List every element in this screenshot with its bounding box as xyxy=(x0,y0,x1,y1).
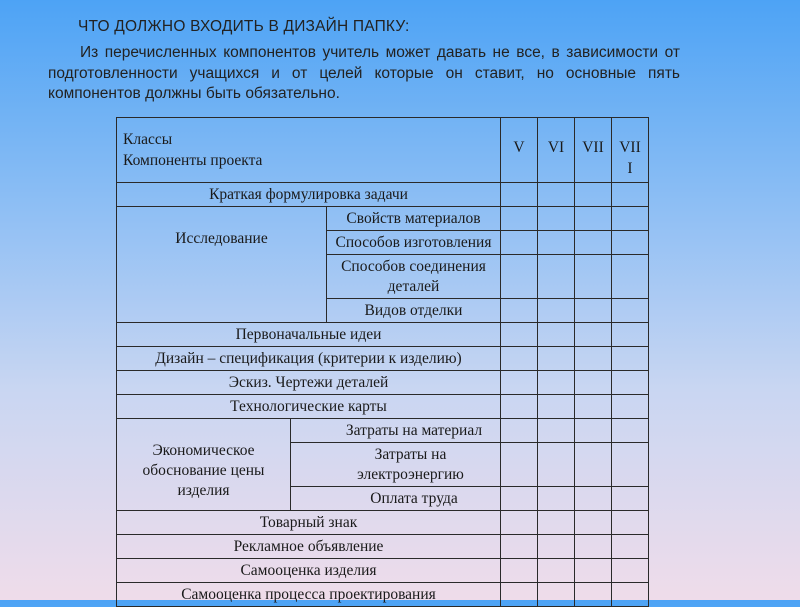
grade-cell xyxy=(575,395,612,419)
table-row xyxy=(117,395,649,419)
grade-cell xyxy=(538,511,575,535)
grade-cell xyxy=(575,231,612,255)
grade-cell xyxy=(575,559,612,583)
grade-cell xyxy=(612,395,649,419)
grade-cell xyxy=(612,255,649,299)
grade-cell xyxy=(501,231,538,255)
intro-paragraph: Из перечисленных компонентов учитель может давать не все, в зависимости от подготовленности учащихся и от целей которые он ставит, но основные пять компонентов должны быть обязательно. xyxy=(48,44,680,102)
trademark-cell: Товарный знак xyxy=(117,511,501,535)
grade-cell xyxy=(575,419,612,443)
tech-maps-cell: Технологические карты xyxy=(117,395,501,419)
initial-ideas-cell: Первоначальные идеи xyxy=(117,323,501,347)
grade-cell xyxy=(612,347,649,371)
advert-cell: Рекламное объявление xyxy=(117,535,501,559)
slide-heading: ЧТО ДОЛЖНО ВХОДИТЬ В ДИЗАЙН ПАПКУ: xyxy=(78,18,410,35)
table-row xyxy=(117,207,649,231)
grade-cell xyxy=(538,443,575,487)
project-components-table xyxy=(116,117,649,607)
self-process-cell: Самооценка процесса проектирования xyxy=(117,583,501,607)
grade-cell xyxy=(612,559,649,583)
table-row xyxy=(117,583,649,607)
research-sub-cell: Способов изготовления xyxy=(327,231,501,255)
grade-cell xyxy=(538,323,575,347)
grade-cell xyxy=(575,371,612,395)
grade-cell xyxy=(575,347,612,371)
grade-cell xyxy=(538,395,575,419)
grade-cell xyxy=(501,511,538,535)
table-row xyxy=(117,347,649,371)
grade-5-header: V xyxy=(501,118,538,183)
grade-cell xyxy=(612,511,649,535)
grade-cell xyxy=(612,419,649,443)
grade-cell xyxy=(501,323,538,347)
grade-cell xyxy=(612,299,649,323)
grade-cell xyxy=(501,255,538,299)
task-cell: Краткая формулировка задачи xyxy=(117,183,501,207)
grade-8-header: VII I xyxy=(612,118,649,183)
grade-cell xyxy=(612,183,649,207)
grade-cell xyxy=(538,299,575,323)
grade-cell xyxy=(538,583,575,607)
table-header-row xyxy=(117,118,649,183)
grade-cell xyxy=(501,487,538,511)
grade-cell xyxy=(501,535,538,559)
grade-cell xyxy=(501,299,538,323)
table-row xyxy=(117,559,649,583)
table-row xyxy=(117,419,649,443)
grade-cell xyxy=(612,443,649,487)
grade-cell xyxy=(538,231,575,255)
grade-cell xyxy=(612,371,649,395)
grade-cell xyxy=(575,207,612,231)
grade-cell xyxy=(538,255,575,299)
header-classes-label: Классы xyxy=(123,131,173,148)
grade-cell xyxy=(501,583,538,607)
research-sub-cell: Видов отделки xyxy=(327,299,501,323)
design-spec-cell: Дизайн – спецификация (критерии к изделию) xyxy=(117,347,501,371)
table-row xyxy=(117,323,649,347)
grade-cell xyxy=(538,371,575,395)
grade-cell xyxy=(612,535,649,559)
grade-cell xyxy=(538,419,575,443)
grade-cell xyxy=(575,443,612,487)
economic-cell: Экономическое обоснование цены изделия xyxy=(117,419,291,511)
grade-cell xyxy=(538,487,575,511)
table-row xyxy=(117,535,649,559)
grade-cell xyxy=(612,323,649,347)
header-components-label: Компоненты проекта xyxy=(123,152,263,169)
grade-cell xyxy=(575,299,612,323)
research-sub-cell: Свойств материалов xyxy=(327,207,501,231)
grade-cell xyxy=(612,487,649,511)
grade-cell xyxy=(538,559,575,583)
table-row xyxy=(117,183,649,207)
grade-cell xyxy=(501,395,538,419)
grade-cell xyxy=(501,347,538,371)
grade-cell xyxy=(575,487,612,511)
research-sub-cell: Способов соединения деталей xyxy=(327,255,501,299)
sketch-cell: Эскиз. Чертежи деталей xyxy=(117,371,501,395)
grade-cell xyxy=(501,559,538,583)
economic-sub-cell: Затраты на электроэнергию xyxy=(291,443,501,487)
grade-cell xyxy=(575,511,612,535)
grade-cell xyxy=(538,347,575,371)
grade-cell xyxy=(612,207,649,231)
grade-cell xyxy=(501,371,538,395)
grade-cell xyxy=(612,231,649,255)
grade-cell xyxy=(575,535,612,559)
table-row xyxy=(117,511,649,535)
research-cell: Исследование xyxy=(117,207,327,323)
grade-cell xyxy=(575,183,612,207)
grade-cell xyxy=(612,583,649,607)
self-product-cell: Самооценка изделия xyxy=(117,559,501,583)
grade-cell xyxy=(501,183,538,207)
header-cell xyxy=(117,118,501,183)
grade-cell xyxy=(575,255,612,299)
economic-sub-cell: Затраты на материал xyxy=(291,419,501,443)
grade-cell xyxy=(538,535,575,559)
table-row xyxy=(117,371,649,395)
grade-cell xyxy=(538,207,575,231)
grade-7-header: VII xyxy=(575,118,612,183)
grade-cell xyxy=(575,583,612,607)
grade-cell xyxy=(501,207,538,231)
grade-cell xyxy=(575,323,612,347)
grade-cell xyxy=(501,443,538,487)
grade-6-header: VI xyxy=(538,118,575,183)
economic-sub-cell: Оплата труда xyxy=(291,487,501,511)
grade-cell xyxy=(501,419,538,443)
grade-cell xyxy=(538,183,575,207)
